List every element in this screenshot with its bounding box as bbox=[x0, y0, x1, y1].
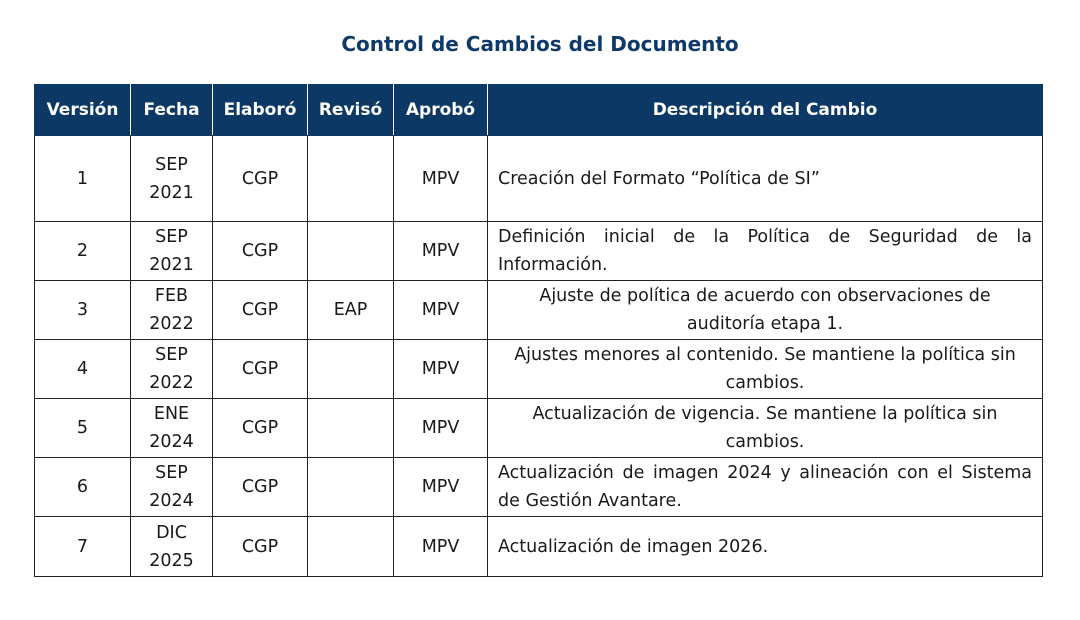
fecha-anio: 2025 bbox=[149, 550, 194, 571]
table-row bbox=[35, 517, 1043, 577]
cell-reviso: EAP bbox=[308, 281, 394, 340]
change-control-table bbox=[34, 84, 1043, 577]
cell-aprobo: MPV bbox=[394, 340, 488, 399]
cell-fecha bbox=[131, 458, 213, 517]
fecha-mes: ENE bbox=[153, 404, 190, 424]
cell-descripcion: Actualización de imagen 2024 y alineación con el Sistema de Gestión Avantare. bbox=[488, 458, 1043, 517]
cell-reviso bbox=[308, 399, 394, 458]
cell-elaboro: CGP bbox=[213, 340, 308, 399]
cell-reviso bbox=[308, 222, 394, 281]
cell-elaboro: CGP bbox=[213, 517, 308, 577]
cell-reviso bbox=[308, 136, 394, 222]
cell-descripcion: Ajuste de política de acuerdo con observaciones de auditoría etapa 1. bbox=[488, 281, 1043, 340]
cell-version: 1 bbox=[35, 136, 131, 222]
cell-elaboro: CGP bbox=[213, 222, 308, 281]
cell-aprobo: MPV bbox=[394, 222, 488, 281]
table-header-row bbox=[35, 85, 1043, 136]
cell-elaboro: CGP bbox=[213, 281, 308, 340]
cell-descripcion: Actualización de vigencia. Se mantiene la política sin cambios. bbox=[488, 399, 1043, 458]
fecha-mes: SEP bbox=[155, 345, 188, 365]
cell-version: 5 bbox=[35, 399, 131, 458]
cell-aprobo: MPV bbox=[394, 399, 488, 458]
cell-reviso bbox=[308, 458, 394, 517]
table-row bbox=[35, 281, 1043, 340]
table-row bbox=[35, 136, 1043, 222]
cell-version: 3 bbox=[35, 281, 131, 340]
cell-aprobo: MPV bbox=[394, 517, 488, 577]
cell-reviso bbox=[308, 517, 394, 577]
cell-descripcion: Ajustes menores al contenido. Se mantiene la política sin cambios. bbox=[488, 340, 1043, 399]
cell-elaboro: CGP bbox=[213, 458, 308, 517]
cell-version: 7 bbox=[35, 517, 131, 577]
table-row bbox=[35, 399, 1043, 458]
header-version: Versión bbox=[35, 85, 131, 136]
cell-fecha bbox=[131, 281, 213, 340]
cell-version: 6 bbox=[35, 458, 131, 517]
page-title: Control de Cambios del Documento bbox=[341, 32, 739, 56]
cell-fecha bbox=[131, 222, 213, 281]
fecha-mes: SEP bbox=[155, 463, 188, 483]
header-aprobo: Aprobó bbox=[394, 85, 488, 136]
cell-elaboro: CGP bbox=[213, 136, 308, 222]
cell-fecha bbox=[131, 399, 213, 458]
cell-elaboro: CGP bbox=[213, 399, 308, 458]
cell-descripcion: Actualización de imagen 2026. bbox=[488, 517, 1043, 577]
table-row bbox=[35, 458, 1043, 517]
cell-descripcion: Creación del Formato “Política de SI” bbox=[488, 136, 1043, 222]
header-descripcion: Descripción del Cambio bbox=[488, 85, 1043, 136]
cell-fecha bbox=[131, 517, 213, 577]
cell-fecha bbox=[131, 136, 213, 222]
cell-descripcion: Definición inicial de la Política de Seguridad de la Información. bbox=[488, 222, 1043, 281]
table-row bbox=[35, 222, 1043, 281]
cell-aprobo: MPV bbox=[394, 281, 488, 340]
cell-aprobo: MPV bbox=[394, 458, 488, 517]
cell-version: 2 bbox=[35, 222, 131, 281]
cell-fecha bbox=[131, 340, 213, 399]
fecha-anio: 2021 bbox=[149, 182, 194, 203]
fecha-anio: 2022 bbox=[149, 373, 194, 393]
fecha-anio: 2022 bbox=[149, 314, 194, 334]
fecha-mes: FEB bbox=[154, 286, 189, 306]
fecha-mes: DIC bbox=[156, 522, 187, 543]
header-fecha: Fecha bbox=[131, 85, 213, 136]
table-row bbox=[35, 340, 1043, 399]
cell-aprobo: MPV bbox=[394, 136, 488, 222]
fecha-anio: 2024 bbox=[149, 491, 194, 511]
header-reviso: Revisó bbox=[308, 85, 394, 136]
header-elaboro: Elaboró bbox=[213, 85, 308, 136]
fecha-mes: SEP bbox=[155, 227, 188, 247]
fecha-mes: SEP bbox=[155, 154, 188, 175]
cell-version: 4 bbox=[35, 340, 131, 399]
fecha-anio: 2024 bbox=[149, 432, 194, 452]
cell-reviso bbox=[308, 340, 394, 399]
fecha-anio: 2021 bbox=[149, 255, 194, 275]
